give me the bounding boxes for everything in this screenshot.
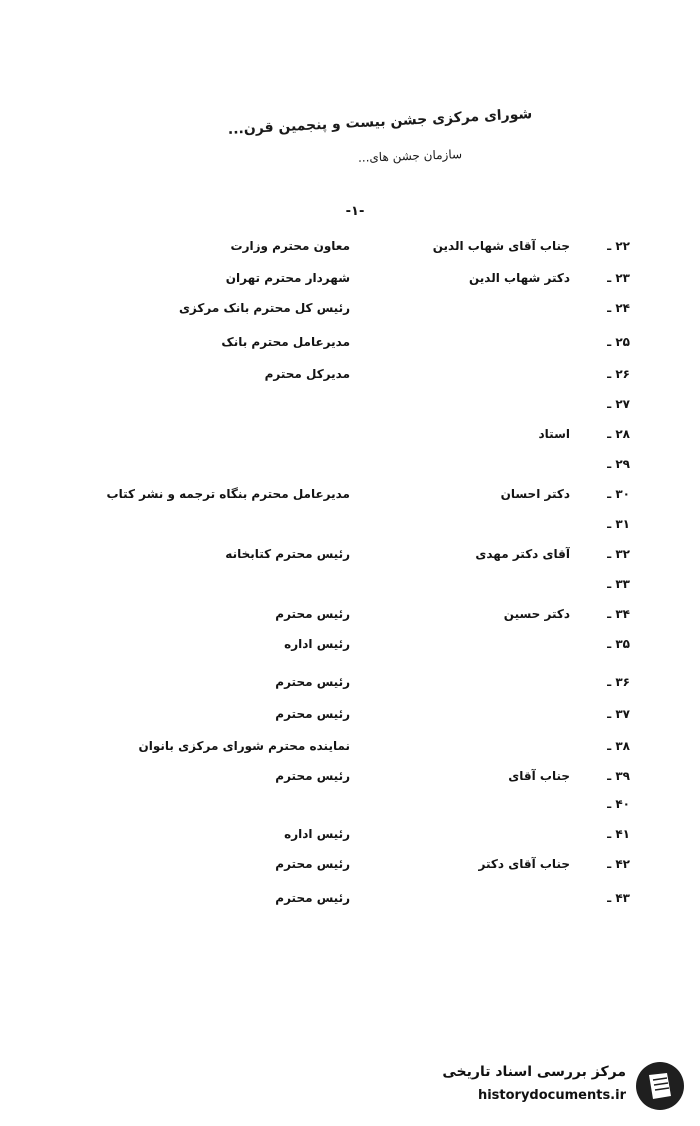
item-number: ۴۱ ـ bbox=[607, 827, 630, 841]
item-title: مدیرعامل محترم بنگاه ترجمه و نشر کتاب bbox=[106, 487, 350, 501]
item-name: دکتر شهاب الدین bbox=[469, 271, 570, 285]
item-number: ۳۲ ـ bbox=[607, 547, 630, 561]
document-subtitle: سازمان جشن های... bbox=[357, 147, 463, 165]
item-title: مدیرعامل محترم بانک bbox=[221, 335, 350, 349]
archive-center-name: مرکز بررسی اسناد تاریخی bbox=[442, 1064, 626, 1080]
item-title: رئیس محترم bbox=[275, 891, 350, 905]
item-title: معاون محترم وزارت bbox=[230, 239, 350, 253]
item-number: ۴۰ ـ bbox=[607, 797, 630, 811]
list-item bbox=[0, 362, 700, 386]
page-number: -۱- bbox=[345, 204, 365, 219]
item-number: ۲۵ ـ bbox=[607, 335, 630, 349]
list-item bbox=[0, 792, 700, 816]
item-title: رئیس اداره bbox=[284, 827, 350, 841]
list-item bbox=[0, 512, 700, 536]
item-number: ۲۳ ـ bbox=[607, 271, 630, 285]
list-item bbox=[0, 266, 700, 290]
item-title: رئیس محترم کتابخانه bbox=[225, 547, 350, 561]
item-title: رئیس محترم bbox=[275, 675, 350, 689]
list-item bbox=[0, 852, 700, 876]
item-name: آقای دکتر مهدی bbox=[475, 547, 570, 561]
document-archive-icon bbox=[634, 1060, 686, 1112]
list-item bbox=[0, 822, 700, 846]
item-title: شهردار محترم تهران bbox=[225, 271, 350, 285]
item-title: نماینده محترم شورای مرکزی بانوان bbox=[138, 739, 350, 753]
item-number: ۳۴ ـ bbox=[607, 607, 630, 621]
item-title: مدیرکل محترم bbox=[264, 367, 350, 381]
archive-website: historydocuments.ir bbox=[477, 1088, 626, 1103]
list-item bbox=[0, 234, 700, 258]
item-number: ۲۶ ـ bbox=[607, 367, 630, 381]
list-item bbox=[0, 330, 700, 354]
item-title: رئیس محترم bbox=[275, 707, 350, 721]
list-item bbox=[0, 764, 700, 788]
item-title: رئیس محترم bbox=[275, 769, 350, 783]
item-number: ۴۲ ـ bbox=[607, 857, 630, 871]
item-name: دکتر حسین bbox=[503, 607, 570, 621]
item-title: رئیس محترم bbox=[275, 607, 350, 621]
watermark-logo bbox=[420, 1058, 690, 1118]
item-number: ۳۸ ـ bbox=[607, 739, 630, 753]
list-item bbox=[0, 572, 700, 596]
item-title: رئیس اداره bbox=[284, 637, 350, 651]
item-number: ۳۳ ـ bbox=[607, 577, 630, 591]
item-number: ۲۹ ـ bbox=[607, 457, 630, 471]
list-item bbox=[0, 452, 700, 476]
item-name: جناب آقای شهاب الدین bbox=[432, 239, 570, 253]
list-item bbox=[0, 542, 700, 566]
item-number: ۲۲ ـ bbox=[607, 239, 630, 253]
item-number: ۳۷ ـ bbox=[607, 707, 630, 721]
item-number: ۳۹ ـ bbox=[607, 769, 630, 783]
list-item bbox=[0, 602, 700, 626]
list-item bbox=[0, 886, 700, 910]
item-number: ۲۸ ـ bbox=[607, 427, 630, 441]
item-number: ۲۴ ـ bbox=[607, 301, 630, 315]
document-title: شورای مرکزی جشن بیست و پنجمین قرن... bbox=[227, 106, 533, 138]
list-item bbox=[0, 392, 700, 416]
item-title: رئیس محترم bbox=[275, 857, 350, 871]
list-item bbox=[0, 296, 700, 320]
list-item bbox=[0, 422, 700, 446]
list-item bbox=[0, 632, 700, 656]
list-item bbox=[0, 734, 700, 758]
list-item bbox=[0, 702, 700, 726]
item-number: ۴۳ ـ bbox=[607, 891, 630, 905]
item-name: استاد bbox=[538, 427, 570, 441]
item-number: ۲۷ ـ bbox=[607, 397, 630, 411]
list-item bbox=[0, 482, 700, 506]
list-item bbox=[0, 670, 700, 694]
item-number: ۳۵ ـ bbox=[607, 637, 630, 651]
item-name: جناب آقای دکتر bbox=[478, 857, 570, 871]
item-number: ۳۶ ـ bbox=[607, 675, 630, 689]
item-number: ۳۰ ـ bbox=[607, 487, 630, 501]
item-title: رئیس کل محترم بانک مرکزی bbox=[178, 301, 350, 315]
item-number: ۳۱ ـ bbox=[607, 517, 630, 531]
item-name: دکتر احسان bbox=[500, 487, 570, 501]
item-name: جناب آقای bbox=[508, 769, 570, 783]
